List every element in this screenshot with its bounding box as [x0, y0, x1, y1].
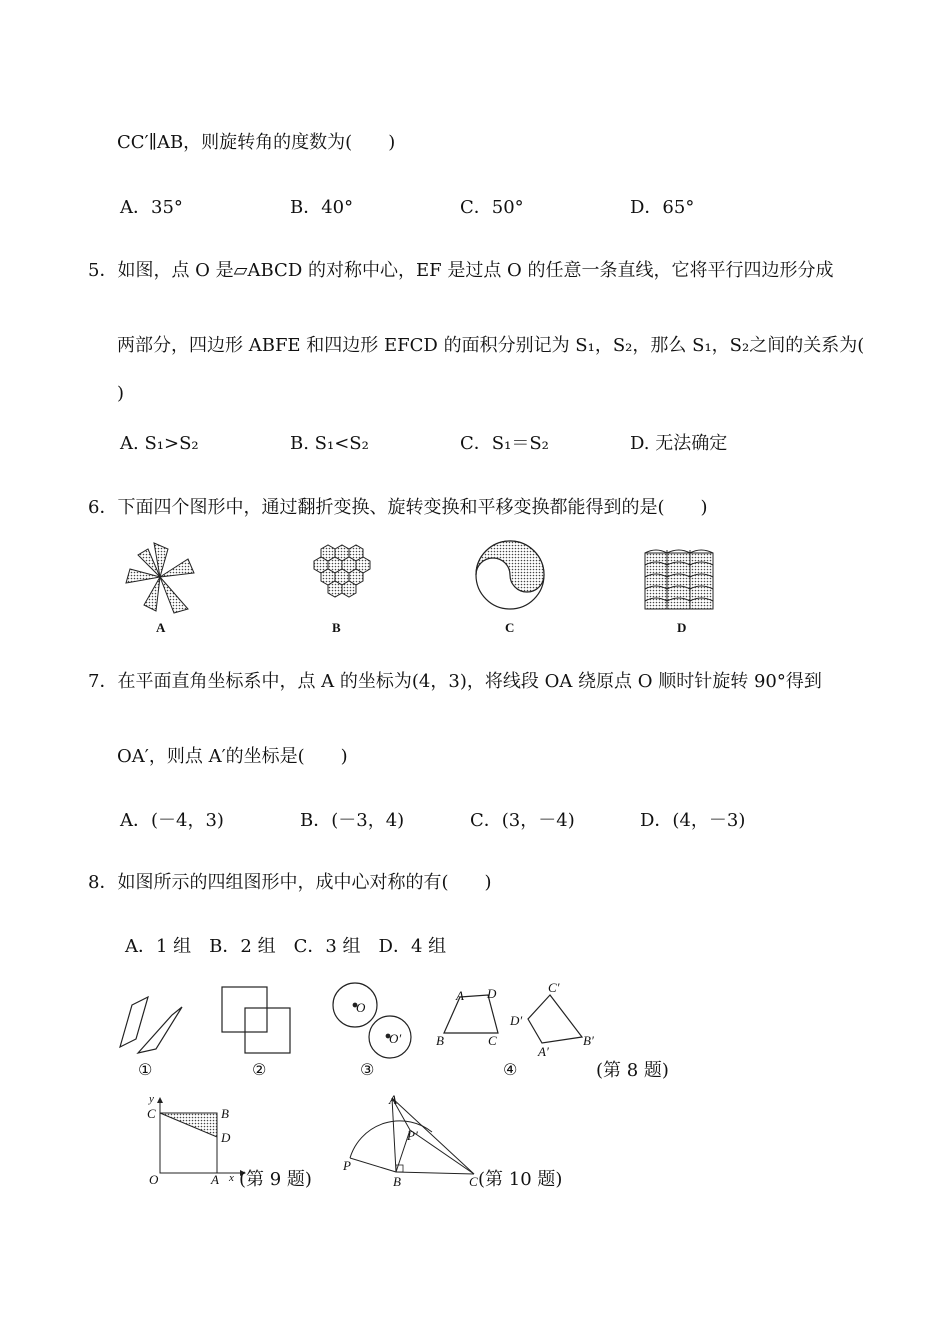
q8-options: A．1 组 B．2 组 C．3 组 D．4 组 [125, 936, 447, 957]
q5-stem-line-3: ) [117, 383, 125, 404]
q9-label-c: C [147, 1106, 156, 1121]
q6-label-a: A [156, 620, 166, 635]
q8-caption: (第 8 题) [596, 1060, 669, 1081]
q8-figure-1-parallelograms [120, 997, 182, 1053]
q10-label-b: B [393, 1174, 401, 1189]
q6-figures [115, 535, 755, 620]
q8-label-o: O [356, 1000, 366, 1015]
q5-option-a: A. S₁>S₂ [120, 433, 199, 454]
q8-figure-2-squares [222, 987, 290, 1053]
q10-label-p: P [343, 1158, 351, 1173]
q8-label-b: B [436, 1033, 444, 1048]
q9-label-d: D [221, 1130, 231, 1145]
q6-label-c: C [505, 620, 515, 635]
q5-stem-line-2: 两部分，四边形 ABFE 和四边形 EFCD 的面积分别记为 S₁，S₂，那么 S₁，S₂之间的关系为( [117, 335, 865, 356]
q9-label-b: B [221, 1106, 229, 1121]
q4-option-c: C．50° [460, 197, 524, 218]
q5-option-b: B. S₁<S₂ [290, 433, 369, 454]
q4-stem-line: CC′∥AB，则旋转角的度数为( ) [117, 132, 396, 153]
q4-option-b: B．40° [290, 197, 354, 218]
q8-label-a-prime: A′ [538, 1044, 549, 1059]
q8-circled-4: ④ [503, 1060, 518, 1079]
q10-caption: (第 10 题) [478, 1169, 563, 1190]
q10-label-p-prime: P′ [407, 1128, 418, 1143]
q8-stem-line: 8．如图所示的四组图形中，成中心对称的有( ) [88, 872, 492, 893]
q7-option-c: C．(3，－4) [470, 810, 575, 831]
q8-label-o-prime: O′ [389, 1031, 402, 1046]
q7-option-d: D．(4，－3) [640, 810, 746, 831]
q7-option-a: A．(－4，3) [120, 810, 224, 831]
q6-figure-c-yinyang [476, 541, 544, 609]
q9-label-y: y [149, 1093, 154, 1105]
q6-label-b: B [332, 620, 341, 635]
q7-stem-line-2: OA′，则点 A′的坐标是( ) [117, 746, 348, 767]
q8-circled-2: ② [252, 1060, 267, 1079]
q6-figure-a-pinwheel [126, 543, 194, 613]
q5-option-d: D. 无法确定 [630, 433, 728, 454]
q9-label-o: O [149, 1172, 159, 1187]
q7-stem-line-1: 7．在平面直角坐标系中，点 A 的坐标为(4，3)，将线段 OA 绕原点 O 顺时针旋转 90°得到 [88, 671, 822, 692]
q5-option-c: C．S₁＝S₂ [460, 433, 549, 454]
q8-label-a: A [456, 988, 464, 1003]
q8-label-d-prime: D′ [510, 1013, 523, 1028]
q9-caption: (第 9 题) [239, 1169, 312, 1190]
q6-stem-line: 6．下面四个图形中，通过翻折变换、旋转变换和平移变换都能得到的是( ) [88, 497, 708, 518]
q8-label-d: D [487, 986, 497, 1001]
q8-circled-1: ① [138, 1060, 153, 1079]
q6-figure-b-hexagons [314, 545, 370, 597]
q9-label-a: A [211, 1172, 219, 1187]
q6-label-d: D [677, 620, 687, 635]
q8-circled-3: ③ [360, 1060, 375, 1079]
q4-option-a: A．35° [120, 197, 183, 218]
q7-option-b: B．(－3，4) [300, 810, 405, 831]
q6-figure-d-arches [645, 550, 713, 609]
q8-label-c-prime: C′ [548, 980, 560, 995]
q5-stem-line-1: 5．如图，点 O 是▱ABCD 的对称中心，EF 是过点 O 的任意一条直线，它将平行四边形分成 [88, 260, 834, 281]
q8-label-c: C [488, 1033, 497, 1048]
q10-label-a: A [389, 1092, 397, 1107]
q8-figures [110, 975, 610, 1060]
q8-label-b-prime: B′ [583, 1033, 594, 1048]
q4-option-d: D．65° [630, 197, 695, 218]
q10-label-c: C [469, 1174, 478, 1189]
q9-label-x: x [229, 1172, 234, 1184]
